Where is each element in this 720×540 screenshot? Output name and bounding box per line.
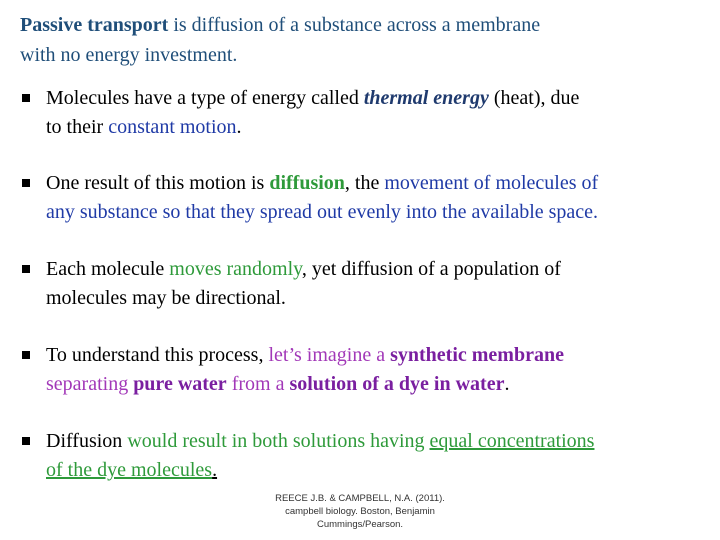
bullet-synthetic-membrane [22, 341, 712, 399]
bullet-square-icon [22, 179, 30, 187]
citation-line2: campbell biology. Boston, Benjamin [285, 506, 435, 517]
bullet-diffusion [22, 169, 712, 227]
bullet-text: To understand this process, let’s imagine a synthetic membrane separating pure water from a solution of a dye in water. [46, 344, 564, 395]
bullet-text: Diffusion would result in both solutions having equal concentrations of the dye molecules. [46, 430, 595, 481]
bullet-text: Molecules have a type of energy called thermal energy (heat), due to their constant motion. [46, 87, 580, 138]
title-term: Passive transport [20, 14, 169, 36]
bullet-text: Each molecule moves randomly, yet diffusion of a population of molecules may be directional. [46, 258, 561, 309]
title-definition: is diffusion of a substance across a membrane [168, 14, 541, 36]
bullet-thermal-energy [22, 84, 712, 142]
bullet-random-motion [22, 255, 712, 313]
bullet-square-icon [22, 437, 30, 445]
bullet-square-icon [22, 351, 30, 359]
slide-title [20, 10, 710, 70]
citation-line3: Cummings/Pearson. [316, 519, 404, 530]
citation-footer [255, 492, 465, 531]
bullet-text: One result of this motion is diffusion, the movement of molecules of any substance so that they spread out evenly into the available space. [46, 172, 599, 223]
title-definition-line2: with no energy investment. [20, 44, 238, 66]
citation-line1: REECE J.B. & CAMPBELL, N.A. (2011). [275, 493, 445, 504]
bullet-equal-concentrations [22, 427, 712, 485]
bullet-square-icon [22, 94, 30, 102]
bullet-square-icon [22, 265, 30, 273]
